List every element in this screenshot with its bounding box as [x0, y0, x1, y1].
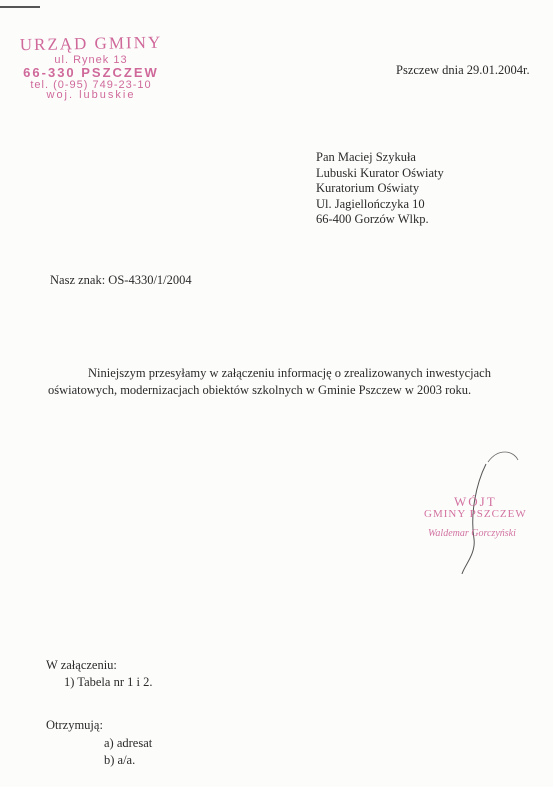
recipient-office: Kuratorium Oświaty [316, 181, 420, 195]
recipient-address [316, 150, 444, 228]
recipient-city: 66-400 Gorzów Wlkp. [316, 212, 429, 226]
letter-body [48, 365, 491, 399]
recipient-street: Ul. Jagiellończyka 10 [316, 196, 425, 211]
enclosure-item: 1) Tabela nr 1 i 2. [64, 675, 153, 689]
scan-mark [0, 6, 40, 8]
stamp-line-1: URZĄD GMINY [19, 32, 163, 55]
recipient-name: Pan Maciej Szykuła [316, 150, 416, 164]
stamp-line-3: 66-330 PSZCZEW [23, 65, 159, 80]
stamp-line-4: tel. (0-95) 749-23-10 [30, 79, 152, 91]
recipient-item: a) adresat [104, 736, 153, 750]
recipients-label: Otrzymują: [46, 718, 103, 732]
signature-stamp-line-3: Waldemar Gorczyński [428, 528, 516, 539]
signature-stamp-line-2: GMINY PSZCZEW [424, 508, 527, 520]
recipients-list [104, 735, 152, 769]
stamp-line-5: woj. lubuskie [46, 89, 136, 101]
recipient-title: Lubuski Kurator Oświaty [316, 165, 444, 180]
signature-stamp [418, 444, 548, 574]
signature-stamp-line-1: WÓJT [454, 494, 497, 509]
date-line: Pszczew dnia 29.01.2004r. [396, 63, 530, 77]
recipient-item: b) a/a. [104, 753, 136, 767]
stamp-line-2: ul. Rynek 13 [54, 54, 128, 66]
office-stamp [6, 34, 176, 101]
body-line-1: Niniejszym przesyłamy w załączeniu informację o zrealizowanych inwestycjach [88, 366, 491, 380]
body-line-2: oświatowych, modernizacjach obiektów szkolnych w Gminie Pszczew w 2003 roku. [48, 383, 472, 397]
enclosures-label: W załączeniu: [46, 658, 117, 672]
reference-number: Nasz znak: OS-4330/1/2004 [50, 273, 192, 287]
